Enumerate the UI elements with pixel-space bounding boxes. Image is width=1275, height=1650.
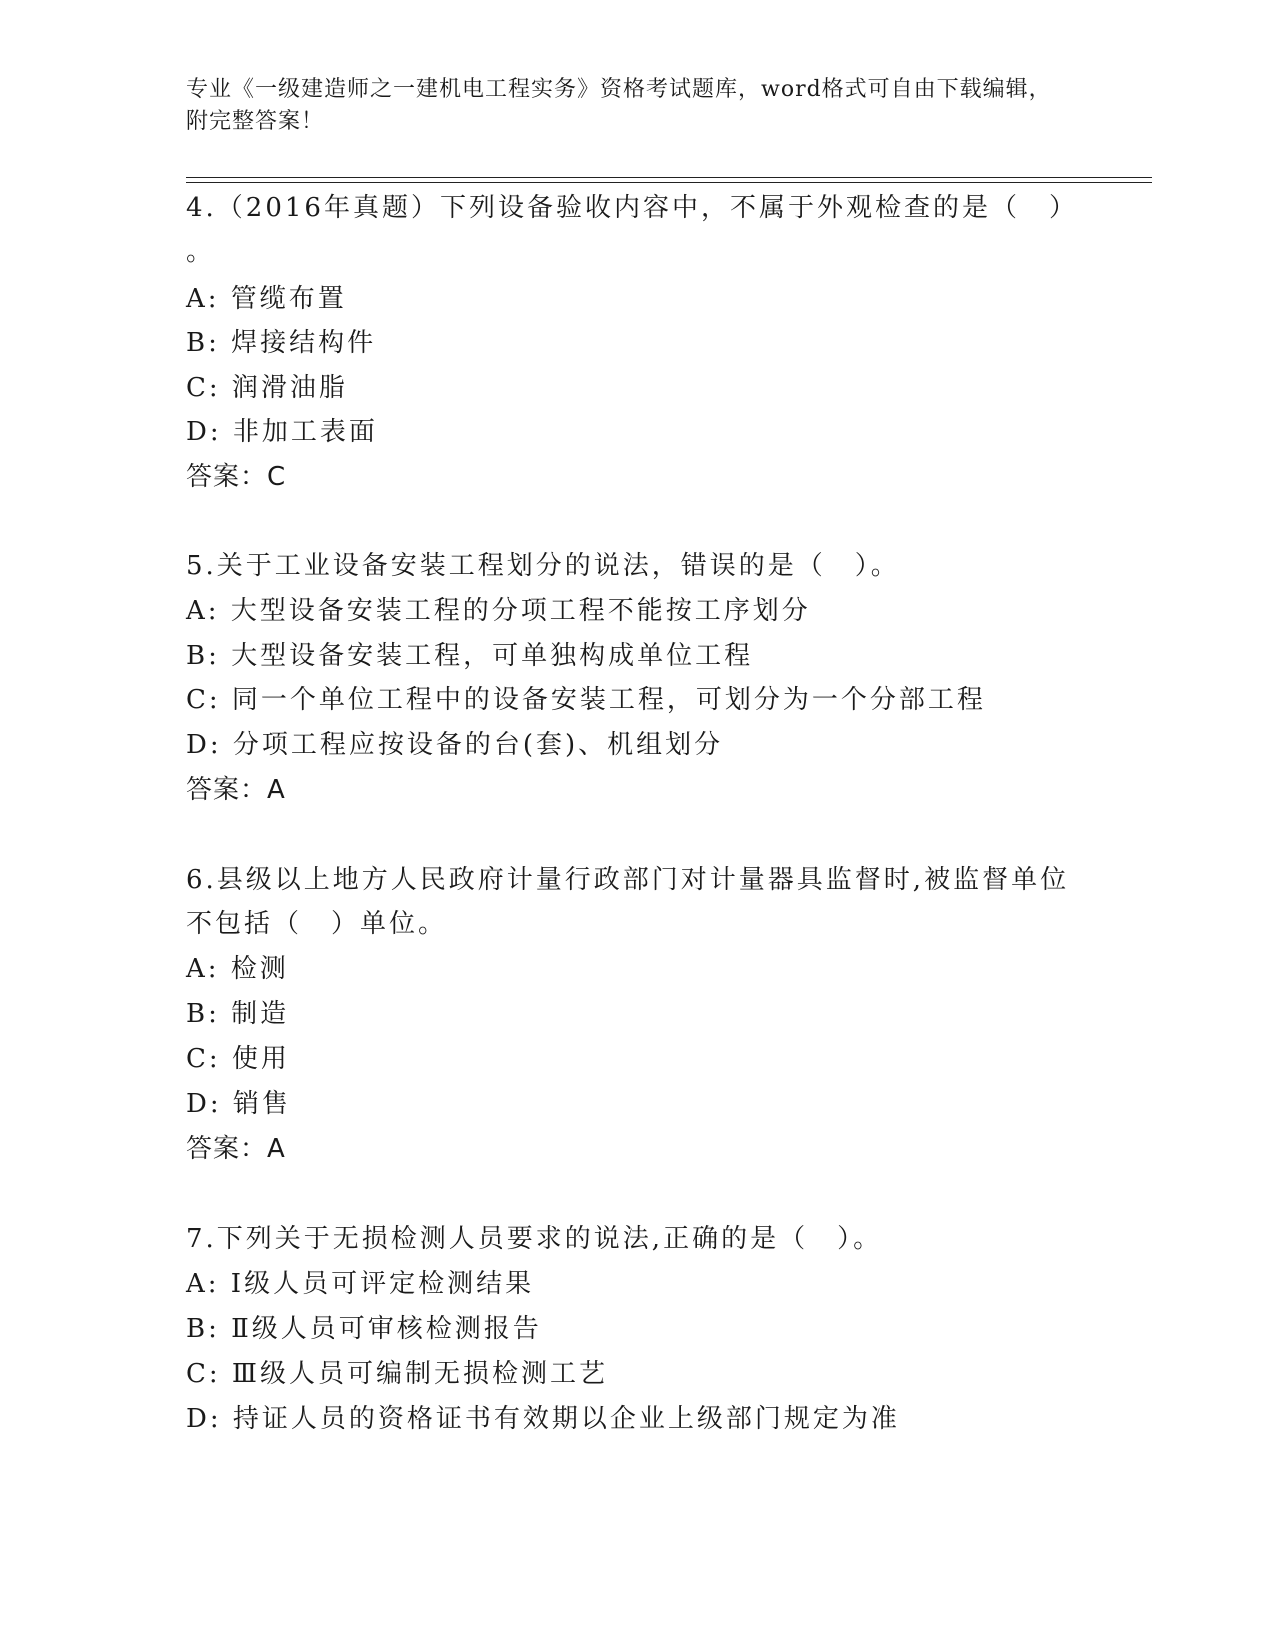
question-7-stem: 7.下列关于无损检测人员要求的说法,正确的是（ ）。 (186, 1224, 883, 1254)
question-7-option-a: A: Ⅰ级人员可评定检测结果 (186, 1269, 535, 1299)
question-7-option-c: C: Ⅲ级人员可编制无损检测工艺 (186, 1359, 608, 1389)
question-5-stem: 5.关于工业设备安装工程划分的说法，错误的是（ ）。 (186, 551, 900, 581)
question-6-option-a: A: 检测 (186, 954, 289, 984)
question-5-option-a: A: 大型设备安装工程的分项工程不能按工序划分 (186, 596, 811, 626)
question-7-option-d: D: 持证人员的资格证书有效期以企业上级部门规定为准 (186, 1404, 900, 1434)
question-5-option-b: B: 大型设备安装工程，可单独构成单位工程 (186, 641, 754, 671)
question-6-answer: 答案：A (186, 1134, 286, 1164)
question-6-option-c: C: 使用 (186, 1044, 290, 1074)
question-4-stem-continued: 。 (186, 237, 216, 267)
question-4-option-a: A: 管缆布置 (186, 284, 347, 314)
question-5-option-c: C: 同一个单位工程中的设备安装工程，可划分为一个分部工程 (186, 685, 986, 715)
header-divider-top (186, 177, 1152, 178)
question-6-option-b: B: 制造 (186, 999, 290, 1029)
question-4-answer: 答案：C (186, 462, 287, 492)
question-7-option-b: B: Ⅱ级人员可审核检测报告 (186, 1314, 542, 1344)
header-divider-bottom (186, 182, 1152, 183)
question-4-option-c: C: 润滑油脂 (186, 373, 348, 403)
question-5-option-d: D: 分项工程应按设备的台(套)、机组划分 (186, 730, 724, 760)
question-6-stem-continued: 不包括（ ）单位。 (186, 909, 448, 939)
question-4-stem: 4.（2016年真题）下列设备验收内容中，不属于外观检查的是（ ） (186, 193, 1078, 223)
question-5-answer: 答案：A (186, 775, 286, 805)
question-6-stem: 6.县级以上地方人民政府计量行政部门对计量器具监督时,被监督单位 (186, 865, 1070, 895)
question-4-option-b: B: 焊接结构件 (186, 328, 377, 358)
document-header: 专业《一级建造师之一建机电工程实务》资格考试题库，word格式可自由下载编辑，附完整答案！ (186, 77, 1052, 134)
question-6-option-d: D: 销售 (186, 1089, 291, 1119)
question-4-option-d: D: 非加工表面 (186, 417, 378, 447)
